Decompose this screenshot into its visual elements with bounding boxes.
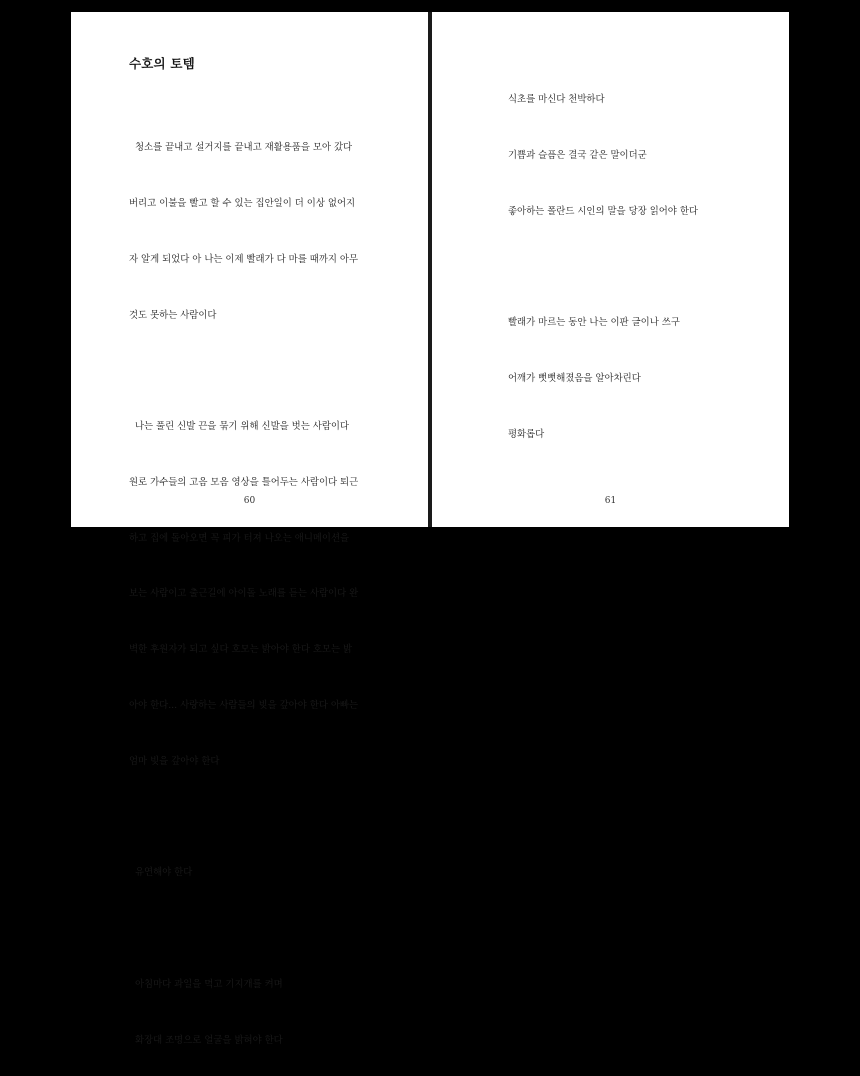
page-number: 61 [604,496,617,506]
text-line: 나는 풀린 신발 끈을 묶기 위해 신발을 벗는 사람이다 [129,421,349,433]
text-line: 청소를 끝내고 설거지를 끝내고 재활용품을 모아 갔다 [129,142,353,154]
text-line: 것도 못하는 사람이다 [129,309,217,321]
text-line: 어깨가 뻣뻣해졌음을 알아차린다 [508,373,641,385]
blank-line [129,362,358,381]
text-line: 아침마다 과일을 먹고 기지개를 켜며 [129,978,283,990]
text-line: 자 알게 되었다 아 나는 이제 빨래가 다 마를 때까지 아무 [129,253,359,265]
text-line: 버리고 이불을 빨고 할 수 있는 집안일이 더 이상 없어지 [129,197,356,209]
blank-line [508,259,698,278]
text-line: 식초를 마신다 천박하다 [508,94,605,106]
page-number: 60 [243,496,256,506]
right-page [432,12,789,527]
left-page-body [129,102,358,1076]
text-line: 유연해야 한다 [129,867,193,879]
text-line: 원로 가수들의 고음 모음 영상을 틀어두는 사람이다 퇴근 [129,476,359,488]
text-line: 빨래가 마르는 동안 나는 이판 글이나 쓰구 [508,317,680,329]
text-line: 기쁨과 슬픔은 결국 같은 말이더군 [508,149,647,161]
poem-title: 수호의 토템 [129,56,195,71]
blank-line [129,809,358,828]
text-line: 좋아하는 폴란드 시인의 말을 당장 읽어야 한다 [508,205,698,217]
text-line: 아야 한다... 사랑하는 사람들의 빚을 갚아야 한다 아빠는 [129,700,359,711]
text-line: 벽한 후원자가 되고 싶다 호모는 밝아야 한다 호모는 밝 [129,644,353,656]
left-page [71,12,428,1046]
right-page-body [508,54,698,482]
text-line: 평화롭다 [508,428,545,440]
text-line: 화장대 조명으로 얼굴을 밝혀야 한다 [129,1034,283,1046]
blank-line [129,920,358,939]
text-line: 보는 사람이고 출근길에 아이돌 노래를 듣는 사람이다 완 [129,588,359,600]
text-line: 엄마 빚을 갚아야 한다 [129,755,220,767]
text-line: 하고 집에 돌아오면 꼭 피가 터져 나오는 애니메이션을 [129,532,350,544]
